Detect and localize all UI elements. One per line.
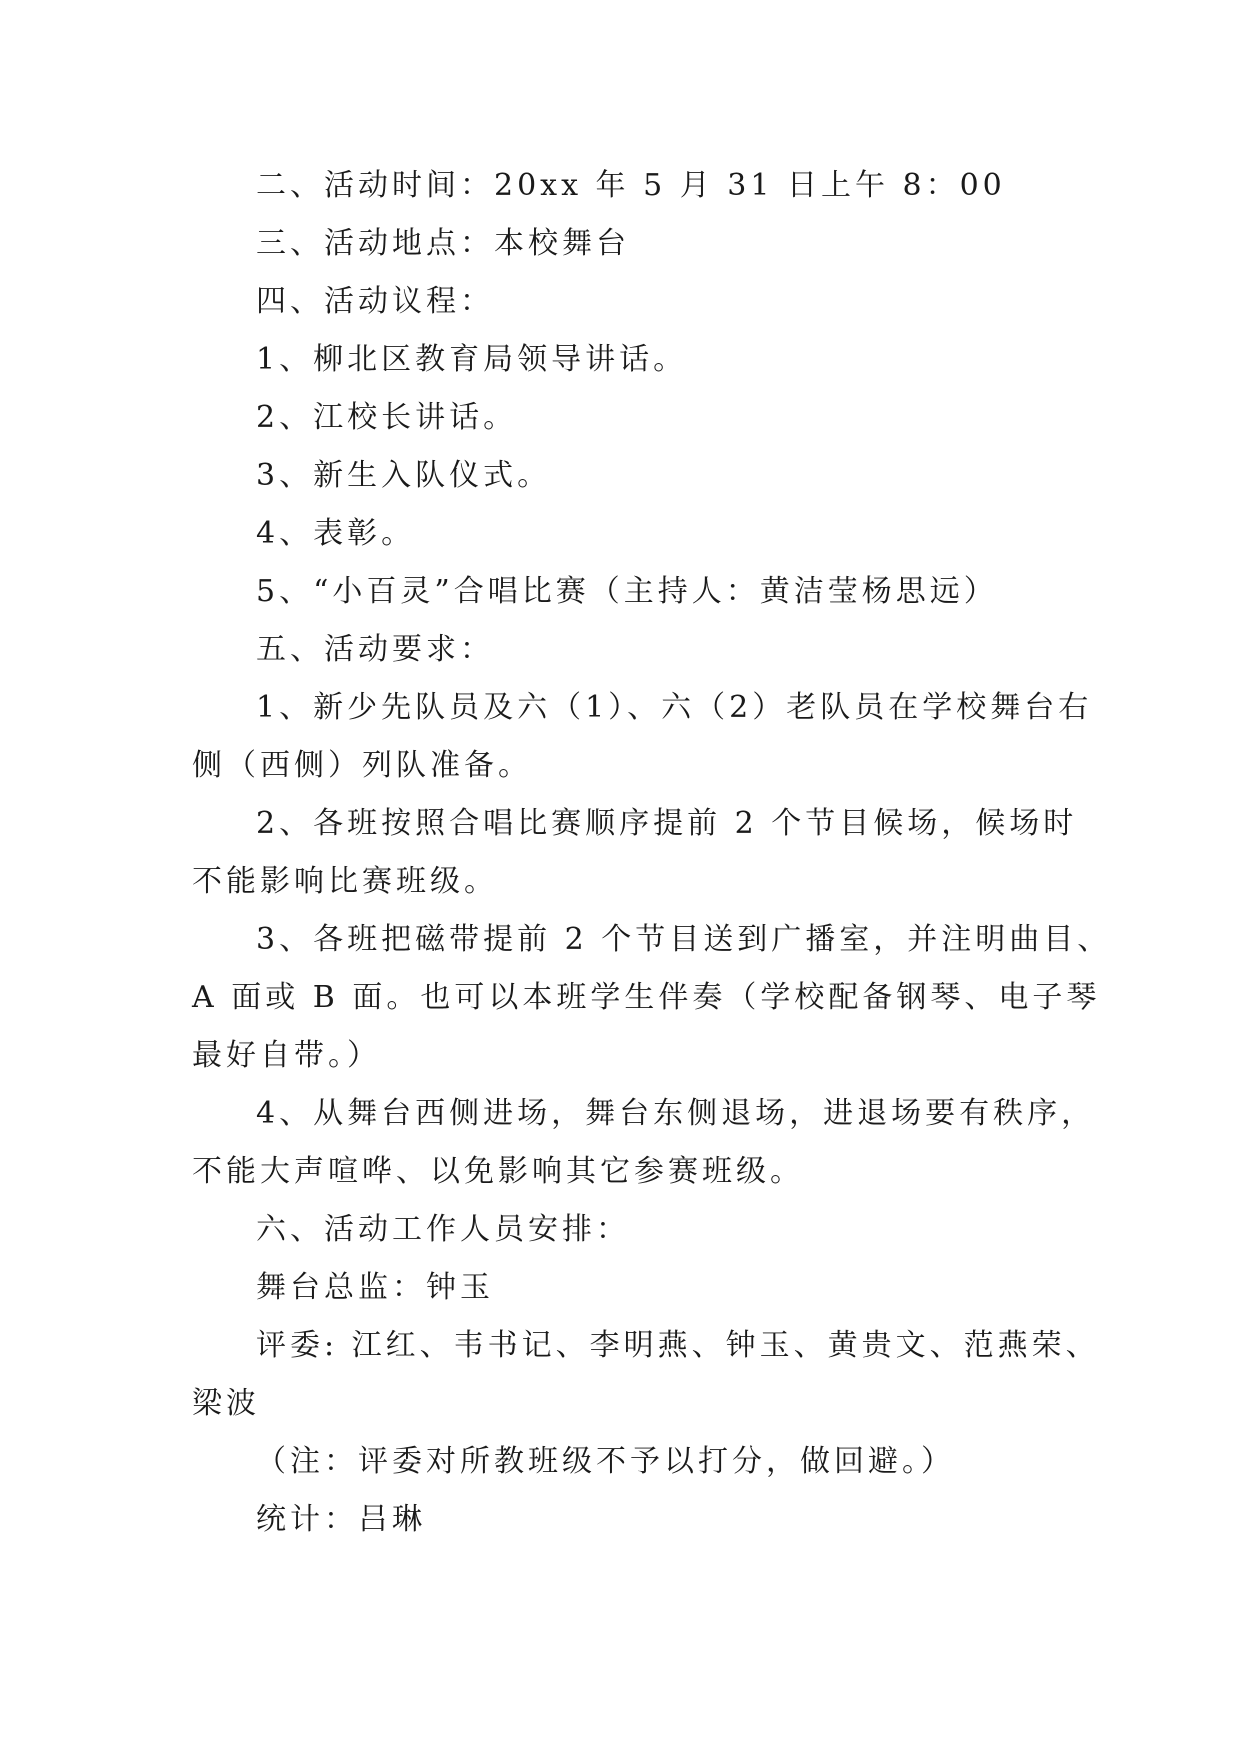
requirement-1-line-2: 侧（西侧）列队准备。 (192, 748, 532, 783)
section-time: 二、活动时间：20xx 年 5 月 31 日上午 8：00 (256, 168, 1006, 203)
staff-stage-director: 舞台总监：钟玉 (256, 1270, 494, 1305)
requirement-4-line-2: 不能大声喧哗、以免影响其它参赛班级。 (192, 1154, 804, 1189)
agenda-item-2: 2、江校长讲话。 (256, 400, 518, 435)
agenda-item-4: 4、表彰。 (256, 516, 416, 551)
requirement-1-line-1: 1、新少先队员及六（1）、六（2）老队员在学校舞台右 (256, 690, 1093, 725)
agenda-item-3: 3、新生入队仪式。 (256, 458, 552, 493)
agenda-item-5: 5、“小百灵”合唱比赛（主持人：黄洁莹杨思远） (256, 574, 998, 609)
staff-statistics: 统计：吕琳 (256, 1502, 426, 1537)
requirement-2-line-2: 不能影响比赛班级。 (192, 864, 498, 899)
requirement-3-line-3: 最好自带。） (192, 1038, 381, 1073)
requirement-4-line-1: 4、从舞台西侧进场，舞台东侧退场，进退场要有秩序， (256, 1096, 1096, 1131)
section-location: 三、活动地点：本校舞台 (256, 226, 630, 261)
staff-judges-line-1: 评委: 江红、韦书记、李明燕、钟玉、黄贵文、范燕荣、 (256, 1328, 1100, 1363)
staff-judges-line-2: 梁波 (192, 1386, 260, 1421)
requirement-3-line-2: A 面或 B 面。也可以本班学生伴奏（学校配备钢琴、电子琴 (192, 980, 1101, 1015)
section-agenda-heading: 四、活动议程： (256, 284, 494, 319)
requirement-2-line-1: 2、各班按照合唱比赛顺序提前 2 个节目候场，候场时 (256, 806, 1078, 841)
section-staff-heading: 六、活动工作人员安排： (256, 1212, 630, 1247)
requirement-3-line-1: 3、各班把磁带提前 2 个节目送到广播室，并注明曲目、 (256, 922, 1112, 957)
section-requirements-heading: 五、活动要求： (256, 632, 494, 667)
agenda-item-1: 1、柳北区教育局领导讲话。 (256, 342, 688, 377)
judges-note: （注：评委对所教班级不予以打分，做回避。） (256, 1444, 955, 1479)
